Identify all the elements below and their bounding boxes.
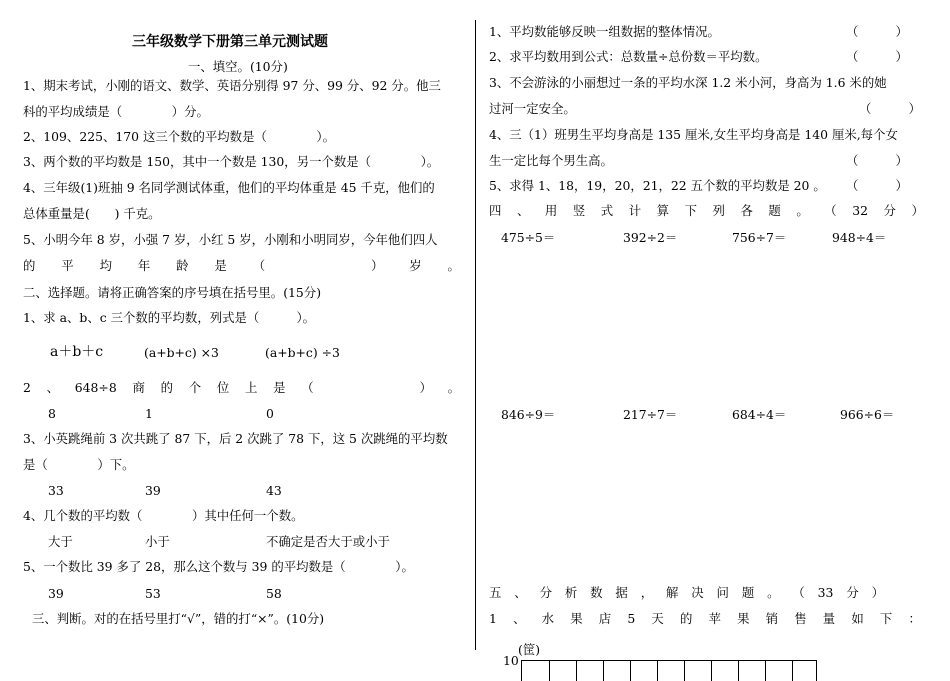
choice-q4-option-a: 大于 <box>48 534 73 549</box>
judge-q1: 1、平均数能够反映一组数据的整体情况。 <box>489 24 720 39</box>
grid-line <box>738 661 739 681</box>
calc-846-div-9: 846÷9＝ <box>501 407 556 422</box>
spread-char: 。 <box>796 203 809 218</box>
spread-char: 式 <box>600 203 614 218</box>
grid-line <box>576 661 577 681</box>
spread-char: ） <box>911 203 924 218</box>
spread-char: 、 <box>513 611 526 626</box>
spread-char: 是 <box>273 380 286 395</box>
spread-char: 苹 <box>708 611 721 626</box>
spread-char: 店 <box>598 611 612 626</box>
choice-q3-option-c: 43 <box>266 483 282 498</box>
spread-char: 均 <box>99 258 112 273</box>
spread-char: 五 <box>489 585 502 600</box>
spread-char: （ <box>252 258 266 273</box>
choice-q3-line1: 3、小英跳绳前 3 次共跳了 87 下，后 2 次跳了 78 下，这 5 次跳绳的平均数 <box>23 431 448 446</box>
fill-q2: 2、109、225、170 这三个数的平均数是（ ）。 <box>23 129 335 144</box>
judge-q3-bracket: （ ） <box>859 101 921 116</box>
spread-char: 648÷8 <box>74 380 117 395</box>
spread-char: 算 <box>656 203 670 218</box>
spread-char: （ <box>792 585 805 600</box>
spread-char: 。 <box>447 258 460 273</box>
section3-heading: 三、判断。对的在括号里打“√”，错的打“×”。(10分) <box>32 611 325 626</box>
judge-q3-line2: 过河一定安全。 <box>489 101 576 116</box>
spread-char: 是 <box>214 258 227 273</box>
spread-char: 32 <box>852 203 868 218</box>
spread-char: 岁 <box>409 258 422 273</box>
spread-char: 、 <box>516 203 530 218</box>
spread-char: 列 <box>712 203 725 218</box>
spread-char: 下 <box>879 611 893 626</box>
fill-q1-line1: 1、期末考试，小刚的语文、数学、英语分别得 97 分、99 分、92 分。他三 <box>23 78 441 93</box>
spread-char: 数 <box>590 585 603 600</box>
spread-char: 个 <box>188 380 202 395</box>
choice-q5-option-c: 58 <box>266 586 282 601</box>
spread-char: 如 <box>851 611 864 626</box>
choice-q4-option-b: 小于 <box>145 534 170 549</box>
spread-char: 的 <box>23 258 36 273</box>
calc-966-div-6: 966÷6＝ <box>840 407 895 422</box>
choice-q4: 4、几个数的平均数（ ）其中任何一个数。 <box>23 508 304 523</box>
choice-q1: 1、求 a、b、c 三个数的平均数，列式是（ ）。 <box>23 310 316 325</box>
spread-char: 析 <box>564 585 578 600</box>
choice-q3-option-b: 39 <box>145 483 161 498</box>
grid-line <box>549 661 550 681</box>
choice-q3-option-a: 33 <box>48 483 64 498</box>
spread-char: 下 <box>684 203 697 218</box>
spread-char: 、 <box>514 585 527 600</box>
section5-heading <box>489 585 884 601</box>
grid-line <box>684 661 685 681</box>
choice-q2-option-a: 8 <box>48 406 56 421</box>
choice-q4-option-c: 不确定是否大于或小于 <box>266 534 390 549</box>
spread-char: 各 <box>740 203 753 218</box>
column-divider <box>475 20 476 650</box>
spread-char: 水 <box>541 611 555 626</box>
spread-char: ） <box>871 585 884 600</box>
choice-q1-option-c: (a+b+c) ÷3 <box>265 345 340 360</box>
analysis-q1 <box>489 611 921 627</box>
choice-q1-option-a: a＋b＋c <box>50 344 104 360</box>
spread-char: 33 <box>817 585 834 600</box>
spread-char: 分 <box>846 585 859 600</box>
title: 三年级数学下册第三单元测试题 <box>132 34 328 50</box>
spread-char: 。 <box>447 380 460 395</box>
spread-char: 据 <box>615 585 628 600</box>
spread-char: （ <box>824 203 837 218</box>
sales-chart-grid <box>521 660 817 681</box>
judge-q2: 2、求平均数用到公式：总数量÷总份数＝平均数。 <box>489 49 768 64</box>
judge-q4-line2: 生一定比每个男生高。 <box>489 153 613 168</box>
spread-char: 上 <box>245 380 258 395</box>
spread-char: 的 <box>160 380 173 395</box>
judge-q5: 5、求得 1、18，19，20，21，22 五个数的平均数是 20 。 <box>489 178 826 193</box>
spread-char: 销 <box>765 611 779 626</box>
calc-475-div-5: 475÷5＝ <box>501 230 556 245</box>
spread-char: 。 <box>767 585 780 600</box>
judge-q5-bracket: （ ） <box>846 178 908 193</box>
spread-char: 决 <box>691 585 704 600</box>
choice-q5: 5、一个数比 39 多了 28，那么这个数与 39 的平均数是（ ）。 <box>23 559 414 574</box>
spread-char: （ <box>301 380 314 395</box>
fill-q4-line1: 4、三年级(1)班抽 9 名同学测试体重，他们的平均体重是 45 千克，他们的 <box>23 180 435 195</box>
judge-q2-bracket: （ ） <box>846 49 908 64</box>
spread-char: 龄 <box>176 258 189 273</box>
calc-948-div-4: 948÷4＝ <box>832 230 887 245</box>
judge-q4-line1: 4、三（1）班男生平均身高是 135 厘米,女生平均身高是 140 厘米,每个女 <box>489 127 898 142</box>
grid-line <box>816 661 817 681</box>
grid-line <box>711 661 712 681</box>
fill-q5-line1: 5、小明今年 8 岁，小强 7 岁，小红 5 岁，小刚和小明同岁，今年他们四人 <box>23 232 438 247</box>
spread-char: 位 <box>216 380 230 395</box>
chart-tick-10: 10 <box>503 653 519 668</box>
calc-684-div-4: 684÷4＝ <box>732 407 787 422</box>
choice-q2-option-b: 1 <box>145 406 153 421</box>
spread-char: 果 <box>737 611 750 626</box>
spread-char: 平 <box>61 258 74 273</box>
grid-line <box>792 661 793 681</box>
spread-char: 5 <box>627 611 636 626</box>
choice-q1-option-b: (a+b+c) ×3 <box>144 345 219 360</box>
spread-char: ） <box>419 380 432 395</box>
spread-char: ， <box>640 585 654 600</box>
grid-line <box>630 661 631 681</box>
spread-char: 用 <box>544 203 558 218</box>
spread-char: 、 <box>46 380 60 395</box>
grid-line <box>657 661 658 681</box>
grid-line <box>603 661 604 681</box>
spread-char: 问 <box>716 585 729 600</box>
choice-q2 <box>23 380 460 396</box>
spread-char: 竖 <box>572 203 586 218</box>
choice-q2-option-c: 0 <box>266 406 274 421</box>
fill-q5-line2 <box>23 258 460 274</box>
spread-char: 2 <box>23 380 31 395</box>
spread-char: 果 <box>570 611 583 626</box>
spread-char: 的 <box>679 611 693 626</box>
judge-q4-bracket: （ ） <box>846 153 908 168</box>
calc-756-div-7: 756÷7＝ <box>732 230 787 245</box>
choice-q3-line2: 是（ ）下。 <box>23 457 135 472</box>
calc-392-div-2: 392÷2＝ <box>623 230 678 245</box>
grid-line <box>765 661 766 681</box>
spread-char: 量 <box>822 611 836 626</box>
section4-heading <box>489 203 924 219</box>
spread-char: 商 <box>132 380 145 395</box>
fill-q4-line2: 总体重量是( ) 千克。 <box>23 206 161 221</box>
section2-heading: 二、选择题。请将正确答案的序号填在括号里。(15分) <box>23 285 322 300</box>
fill-q1-line2: 科的平均成绩是（ ）分。 <box>23 104 209 119</box>
spread-char: 天 <box>651 611 664 626</box>
spread-char: 分 <box>539 585 552 600</box>
judge-q1-bracket: （ ） <box>846 24 908 39</box>
fill-q3: 3、两个数的平均数是 150，其中一个数是 130，另一个数是（ ）。 <box>23 154 440 169</box>
calc-217-div-7: 217÷7＝ <box>623 407 678 422</box>
spread-char: 题 <box>741 585 755 600</box>
choice-q5-option-b: 53 <box>145 586 161 601</box>
spread-char: ） <box>370 258 384 273</box>
spread-char: 解 <box>665 585 679 600</box>
spread-char: 年 <box>137 258 151 273</box>
spread-char: 四 <box>489 203 502 218</box>
section1-heading: 一、填空。(10分) <box>188 59 288 74</box>
choice-q5-option-a: 39 <box>48 586 64 601</box>
spread-char: ： <box>908 611 921 626</box>
spread-char: 售 <box>794 611 807 626</box>
chart-unit-label: (筐) <box>518 642 541 657</box>
judge-q3-line1: 3、不会游泳的小丽想过一条的平均水深 1.2 米小河，身高为 1.6 米的她 <box>489 75 887 90</box>
spread-char: 计 <box>628 203 642 218</box>
spread-char: 分 <box>883 203 896 218</box>
spread-char: 1 <box>489 611 497 626</box>
spread-char: 题 <box>768 203 781 218</box>
